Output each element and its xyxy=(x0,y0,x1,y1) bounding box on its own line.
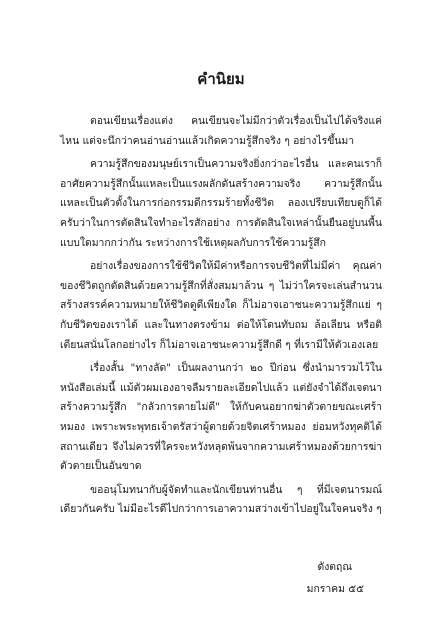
page-title: คำนิยม xyxy=(197,70,245,88)
paragraph-5: ขออนุโมทนากับผู้จัดทำและนักเขียนท่านอื่น ๆ ที่มีเจตนารมณ์เดียวกันครับ ไม่มีอะไรดีไปกว่าการเอาความสว่างเข้าไปอยู่ในใจคนจริง ๆ xyxy=(60,483,382,516)
document-body xyxy=(60,68,382,524)
paragraph-1: ตอนเขียนเรื่องแต่ง คนเขียนจะไม่มีกว่าตัวเรื่องเป็นไปได้จริงแค่ไหน แต่จะนึกว่าคนอ่านอ่านแล้วเกิดความรู้สึกจริง ๆ อย่างไรขึ้นมา xyxy=(60,115,382,147)
paragraph-2: ความรู้สึกของมนุษย์เราเป็นความจริงยิ่งกว่าอะไรอื่น และคนเราก็อาศัยความรู้สึกนั้นแหละเป็นแรงผลักดันสร้างความจริง ความรู้สึกนั้นแหละเป็นตัวตั้งในการก่อกรรมดีกรรมร้ายทั้งชีวิต ลองเปรียบเทียบดูก็ได้ครับว่าในการตัดสินใจทำอะไรสักอย่าง การตัดสินใจเหล่านั้นยืนอยู่บนพื้นแบบใดมากกว่ากัน ระหว่างการใช้เหตุผลกับการใช้ความรู้สึก xyxy=(60,158,382,249)
signoff-block xyxy=(60,556,382,600)
paragraph-4: เรื่องสั้น "ทางลัด" เป็นผลงานกว่า ๒๐ ปีก่อน ซึ่งนำมารวมไว้ในหนังสือเล่มนี้ แม้ตัวผมเองอาจลืมรายละเอียดไปแล้ว แต่ยังจำได้ถึงเจตนาสร้างความรู้สึก "กลัวการตายไม่ดี" ให้กับคนอยากฆ่าตัวตายขณะเศร้าหมอง เพราะพระพุทธเจ้าตรัสว่าผู้ตายด้วยจิตเศร้าหมอง ย่อมหวังทุคติได้สถานเดียว จึงไม่ควรที่ใครจะหวังหลุดพ้นจากความเศร้าหมองด้วยการฆ่าตัวตายเป็นอันขาด xyxy=(60,362,382,473)
author-signature: ดังตฤณ xyxy=(317,561,352,573)
signature-date: มกราคม ๕๕ xyxy=(306,583,364,595)
paragraph-3: อย่างเรื่องของการใช้ชีวิตให้มีค่าหรือการจบชีวิตที่ไม่มีค่า คุณค่าของชีวิตถูกตัดสินด้วยความรู้สึกที่สั่งสมมาล้วน ๆ ไม่ว่าใครจะเล่นสำนวนสร้างสรรค์ความหมายให้ชีวิตดูดีเพียงใด ก็ไม่อาจเอาชนะความรู้สึกแย่ ๆ กับชีวิตของเราได้ และในทางตรงข้าม ต่อให้โดนทับถม ล้อเลียน หรือติเตียนสนั่นโลกอย่างไร ก็ไม่อาจเอาชนะความรู้สึกดี ๆ ที่เรามีให้ตัวเองเลย xyxy=(60,260,382,351)
